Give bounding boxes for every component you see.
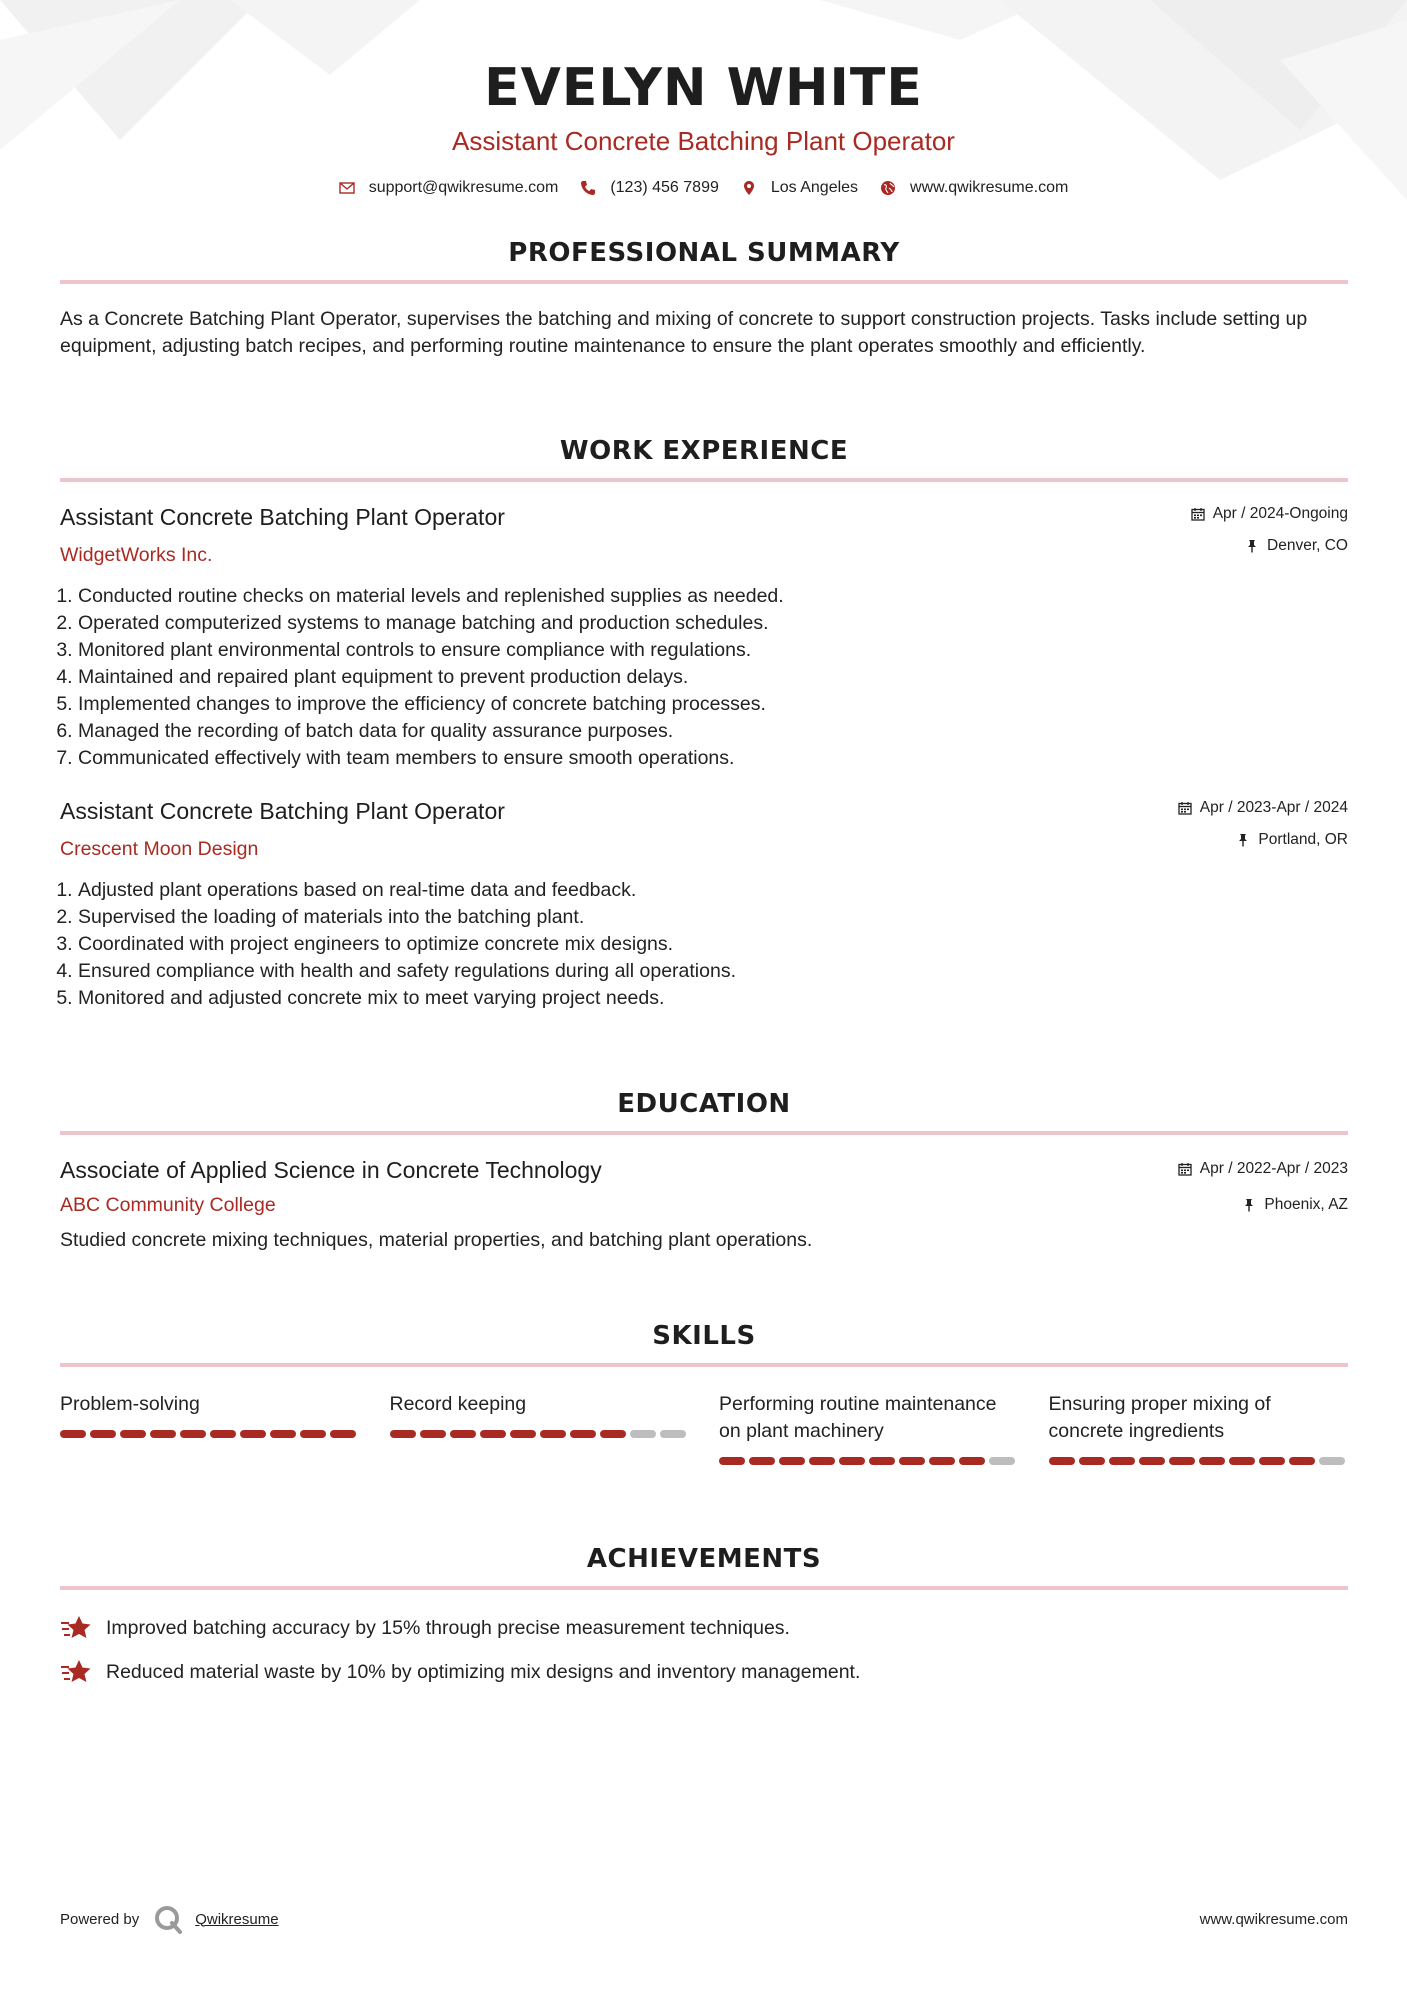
skills-heading: SKILLS <box>652 1321 756 1351</box>
pushpin-icon <box>1236 833 1250 847</box>
brand-link[interactable]: Qwikresume <box>195 1910 279 1928</box>
map-pin-icon <box>741 180 757 196</box>
job-location <box>1178 830 1348 850</box>
footer-website-link[interactable]: www.qwikresume.com <box>1199 1910 1348 1928</box>
skill-dot-filled <box>749 1457 775 1465</box>
calendar-icon <box>1191 507 1205 521</box>
skill-dot-empty <box>989 1457 1015 1465</box>
job-title: Assistant Concrete Batching Plant Operator <box>60 504 505 530</box>
education-entry <box>60 1157 1348 1252</box>
skill-rating <box>719 1457 1019 1465</box>
skill-dot-filled <box>869 1457 895 1465</box>
resume-header <box>0 58 1407 197</box>
skill-dot-empty <box>1319 1457 1345 1465</box>
powered-by-label: Powered by <box>60 1910 140 1928</box>
footer <box>60 1904 1348 1934</box>
degree-title: Associate of Applied Science in Concrete Technology <box>60 1157 602 1183</box>
skill-name: Performing routine maintenance on plant machinery <box>719 1393 997 1442</box>
globe-icon <box>880 180 896 196</box>
skill-dot-filled <box>570 1430 596 1438</box>
job-entry <box>60 504 1348 772</box>
achievements-section <box>60 1544 1348 1686</box>
education-description: Studied concrete mixing techniques, material properties, and batching plant operations. <box>60 1229 813 1251</box>
skill-dot-filled <box>1079 1457 1105 1465</box>
skill-dot-filled <box>180 1430 206 1438</box>
skill-dot-filled <box>60 1430 86 1438</box>
section-divider <box>60 1363 1348 1367</box>
skill-dot-filled <box>1199 1457 1225 1465</box>
section-divider <box>60 1586 1348 1590</box>
skill-dot-filled <box>1229 1457 1255 1465</box>
job-dates-text: Apr / 2023-Apr / 2024 <box>1199 799 1348 816</box>
achievements-list <box>60 1614 1348 1686</box>
summary-text: As a Concrete Batching Plant Operator, supervises the batching and mixing of concrete to support construction projects. Tasks include setting up equipment, adjusting batch recipes, and performing routine maintenance to ensure the plant operates smoothly and efficiently. <box>60 308 1308 357</box>
list-item: 5. Implemented changes to improve the efficiency of concrete batching processes. <box>78 691 1348 718</box>
list-item: 7. Communicated effectively with team members to ensure smooth operations. <box>78 745 1348 772</box>
skills-grid <box>60 1391 1348 1465</box>
job-location <box>1191 536 1348 556</box>
experience-heading: WORK EXPERIENCE <box>559 436 849 466</box>
job-meta <box>1178 798 1348 850</box>
skill-dot-filled <box>480 1430 506 1438</box>
job-meta <box>1191 504 1348 556</box>
skill-dot-filled <box>719 1457 745 1465</box>
achievement-item <box>60 1658 1348 1686</box>
job-location-text: Denver, CO <box>1267 537 1348 554</box>
skill-rating <box>1049 1457 1349 1465</box>
job-dates <box>1178 798 1348 818</box>
achievement-item <box>60 1614 1348 1642</box>
skill-dot-filled <box>120 1430 146 1438</box>
summary-section <box>60 238 1348 360</box>
job-company: WidgetWorks Inc. <box>60 544 213 566</box>
skills-section <box>60 1321 1348 1465</box>
school-name: ABC Community College <box>60 1194 276 1216</box>
skill-dot-filled <box>330 1430 356 1438</box>
skill-dot-empty <box>630 1430 656 1438</box>
skill-name: Problem-solving <box>60 1393 200 1415</box>
achievement-text: Improved batching accuracy by 15% through precise measurement techniques. <box>106 1616 790 1639</box>
contact-phone[interactable] <box>580 179 719 197</box>
skill-dot-filled <box>1169 1457 1195 1465</box>
contact-bar <box>0 179 1407 197</box>
job-entry <box>60 798 1348 1012</box>
education-location-text: Phoenix, AZ <box>1264 1196 1348 1213</box>
education-meta <box>1178 1159 1348 1215</box>
skill-item <box>1049 1391 1349 1465</box>
skill-name: Ensuring proper mixing of concrete ingredients <box>1048 1393 1271 1442</box>
skill-dot-filled <box>540 1430 566 1438</box>
list-item: 1. Adjusted plant operations based on real-time data and feedback. <box>78 877 1348 904</box>
website-text: www.qwikresume.com <box>910 179 1069 196</box>
contact-website[interactable] <box>880 179 1068 197</box>
job-location-text: Portland, OR <box>1258 831 1348 848</box>
skill-rating <box>390 1430 690 1438</box>
skill-item <box>60 1391 360 1465</box>
skill-dot-filled <box>1109 1457 1135 1465</box>
achievement-text: Reduced material waste by 10% by optimizing mix designs and inventory management. <box>106 1660 861 1683</box>
pushpin-icon <box>1245 539 1259 553</box>
skill-dot-filled <box>420 1430 446 1438</box>
job-dates-text: Apr / 2024-Ongoing <box>1212 505 1348 522</box>
contact-location <box>741 179 858 197</box>
list-item: 1. Conducted routine checks on material levels and replenished supplies as needed. <box>78 583 1348 610</box>
skill-dot-filled <box>1139 1457 1165 1465</box>
skill-dot-empty <box>660 1430 686 1438</box>
skill-dot-filled <box>959 1457 985 1465</box>
job-bullet-list <box>60 583 1348 772</box>
education-dates <box>1178 1159 1348 1179</box>
skill-dot-filled <box>1259 1457 1285 1465</box>
skill-dot-filled <box>600 1430 626 1438</box>
skill-name: Record keeping <box>389 1393 527 1415</box>
qwikresume-logo-icon <box>153 1904 183 1934</box>
candidate-name: EVELYN WHITE <box>484 58 923 118</box>
skill-dot-filled <box>809 1457 835 1465</box>
list-item: 2. Supervised the loading of materials into the batching plant. <box>78 904 1348 931</box>
skill-dot-filled <box>1289 1457 1315 1465</box>
education-heading: EDUCATION <box>617 1089 791 1119</box>
list-item: 5. Monitored and adjusted concrete mix to meet varying project needs. <box>78 985 1348 1012</box>
summary-heading: PROFESSIONAL SUMMARY <box>508 238 900 268</box>
skill-dot-filled <box>779 1457 805 1465</box>
job-company: Crescent Moon Design <box>60 838 259 860</box>
skill-dot-filled <box>270 1430 296 1438</box>
achievements-heading: ACHIEVEMENTS <box>586 1544 822 1574</box>
list-item: 2. Operated computerized systems to manage batching and production schedules. <box>78 610 1348 637</box>
section-divider <box>60 1131 1348 1135</box>
skill-dot-filled <box>240 1430 266 1438</box>
skill-dot-filled <box>90 1430 116 1438</box>
job-bullet-list <box>60 877 1348 1012</box>
candidate-title: Assistant Concrete Batching Plant Operator <box>452 126 955 156</box>
star-icon <box>60 1614 92 1642</box>
list-item: 3. Monitored plant environmental controls to ensure compliance with regulations. <box>78 637 1348 664</box>
calendar-icon <box>1178 1162 1192 1176</box>
section-divider <box>60 280 1348 284</box>
skill-dot-filled <box>1049 1457 1075 1465</box>
education-dates-text: Apr / 2022-Apr / 2023 <box>1199 1160 1348 1177</box>
star-icon <box>60 1658 92 1686</box>
list-item: 6. Managed the recording of batch data for quality assurance purposes. <box>78 718 1348 745</box>
experience-section <box>60 436 1348 1012</box>
list-item: 4. Maintained and repaired plant equipment to prevent production delays. <box>78 664 1348 691</box>
skill-dot-filled <box>839 1457 865 1465</box>
calendar-icon <box>1178 801 1192 815</box>
pushpin-icon <box>1242 1198 1256 1212</box>
job-dates <box>1191 504 1348 524</box>
skill-dot-filled <box>929 1457 955 1465</box>
skill-item <box>390 1391 690 1465</box>
email-icon <box>339 180 355 196</box>
phone-text: (123) 456 7899 <box>610 179 719 196</box>
skill-dot-filled <box>390 1430 416 1438</box>
skill-dot-filled <box>300 1430 326 1438</box>
section-divider <box>60 478 1348 482</box>
job-title: Assistant Concrete Batching Plant Operator <box>60 798 505 824</box>
skill-dot-filled <box>210 1430 236 1438</box>
skill-dot-filled <box>450 1430 476 1438</box>
email-text: support@qwikresume.com <box>368 179 559 196</box>
education-location <box>1178 1195 1348 1215</box>
phone-icon <box>580 180 596 196</box>
skill-item <box>719 1391 1019 1465</box>
location-text: Los Angeles <box>770 179 859 196</box>
list-item: 3. Coordinated with project engineers to optimize concrete mix designs. <box>78 931 1348 958</box>
education-section <box>60 1089 1348 1252</box>
contact-email[interactable] <box>339 179 559 197</box>
skill-dot-filled <box>899 1457 925 1465</box>
list-item: 4. Ensured compliance with health and safety regulations during all operations. <box>78 958 1348 985</box>
skill-dot-filled <box>510 1430 536 1438</box>
skill-dot-filled <box>150 1430 176 1438</box>
skill-rating <box>60 1430 360 1438</box>
